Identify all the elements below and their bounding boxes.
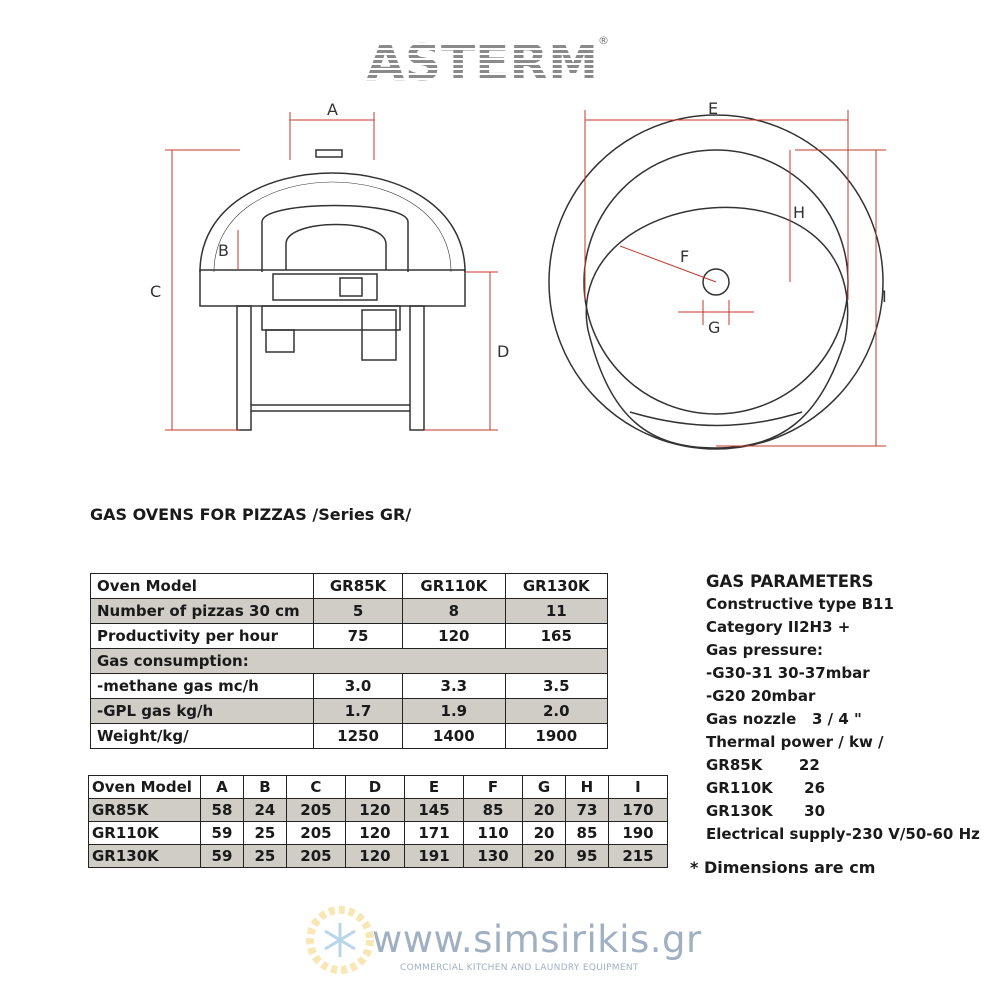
svg-text:®: ® xyxy=(598,34,609,47)
table-row xyxy=(89,845,668,868)
row-label: Number of pizzas 30 cm xyxy=(91,599,314,624)
table-row xyxy=(91,699,608,724)
table-cell: 1250 xyxy=(314,724,403,749)
row-label: -methane gas mc/h xyxy=(91,674,314,699)
table-cell: 85 xyxy=(565,822,608,845)
gas-parameter-line: -G20 20mbar xyxy=(706,687,816,705)
header-cell: I xyxy=(608,776,667,799)
gas-parameter-line: Gas pressure: xyxy=(706,641,823,659)
table-cell: 120 xyxy=(403,624,505,649)
label-d: D xyxy=(497,342,510,361)
table-row xyxy=(89,799,668,822)
oven-technical-drawing xyxy=(0,90,1000,490)
table-row xyxy=(91,724,608,749)
table-cell: GR85K xyxy=(89,799,201,822)
table-cell: 171 xyxy=(404,822,463,845)
label-i: I xyxy=(882,287,887,306)
table-cell: GR130K xyxy=(89,845,201,868)
table-cell: 59 xyxy=(201,845,244,868)
table-row xyxy=(91,624,608,649)
table-cell: 58 xyxy=(201,799,244,822)
table-cell: 20 xyxy=(523,799,566,822)
table-cell: 8 xyxy=(403,599,505,624)
header-cell: A xyxy=(201,776,244,799)
label-a: A xyxy=(327,100,338,119)
header-cell: G xyxy=(523,776,566,799)
gas-parameter-line: -G30-31 30-37mbar xyxy=(706,664,870,682)
table-row xyxy=(91,599,608,624)
table-cell: 25 xyxy=(243,845,286,868)
gas-parameter-line: Electrical supply-230 V/50-60 Hz xyxy=(706,825,980,843)
table-cell: 110 xyxy=(464,822,523,845)
header-cell: H xyxy=(565,776,608,799)
table-header-row xyxy=(91,574,608,599)
header-cell: Oven Model xyxy=(91,574,314,599)
table-cell: 5 xyxy=(314,599,403,624)
table-cell: 165 xyxy=(505,624,607,649)
table-cell: 95 xyxy=(565,845,608,868)
table-cell: 2.0 xyxy=(505,699,607,724)
header-cell: E xyxy=(404,776,463,799)
header-cell: GR110K xyxy=(403,574,505,599)
snowflake-icon xyxy=(325,923,355,957)
table-cell: 59 xyxy=(201,822,244,845)
table-cell: 1900 xyxy=(505,724,607,749)
dimensions-note: * Dimensions are cm xyxy=(690,858,876,877)
gas-parameter-line: Category II2H3 + xyxy=(706,618,851,636)
gas-parameter-line: GR85K 22 xyxy=(706,756,820,774)
table-cell: 215 xyxy=(608,845,667,868)
asterm-logo xyxy=(362,30,612,90)
table-row xyxy=(91,674,608,699)
table-cell: 85 xyxy=(464,799,523,822)
gas-parameters xyxy=(706,570,980,846)
label-e: E xyxy=(708,99,719,118)
row-label: -GPL gas kg/h xyxy=(91,699,314,724)
label-f: F xyxy=(680,247,690,266)
series-title: GAS OVENS FOR PIZZAS /Series GR/ xyxy=(90,505,412,524)
gas-parameter-line: Thermal power / kw / xyxy=(706,733,884,751)
watermark-tagline: COMMERCIAL KITCHEN AND LAUNDRY EQUIPMENT xyxy=(400,963,639,973)
table-cell: 205 xyxy=(286,845,345,868)
table-row xyxy=(91,649,608,674)
table-cell: 3.3 xyxy=(403,674,505,699)
table-cell: 3.5 xyxy=(505,674,607,699)
gas-parameter-line: GR110K 26 xyxy=(706,779,826,797)
table-cell: GR110K xyxy=(89,822,201,845)
table-cell: 25 xyxy=(243,822,286,845)
table-row xyxy=(89,822,668,845)
label-b: B xyxy=(218,241,229,260)
svg-text:ASTERM: ASTERM xyxy=(366,34,598,90)
table-cell: 75 xyxy=(314,624,403,649)
table-cell: 73 xyxy=(565,799,608,822)
header-cell: GR130K xyxy=(505,574,607,599)
table-cell: 20 xyxy=(523,845,566,868)
table-cell: 11 xyxy=(505,599,607,624)
table-cell: 3.0 xyxy=(314,674,403,699)
table-header-row xyxy=(89,776,668,799)
table-cell: 205 xyxy=(286,822,345,845)
label-g: G xyxy=(708,318,721,337)
table-cell: 1400 xyxy=(403,724,505,749)
table-cell: 1.9 xyxy=(403,699,505,724)
table-cell: 190 xyxy=(608,822,667,845)
table-cell: 130 xyxy=(464,845,523,868)
row-label: Productivity per hour xyxy=(91,624,314,649)
gas-parameter-line: Constructive type B11 xyxy=(706,595,894,613)
table-cell: 120 xyxy=(345,822,404,845)
header-cell: Oven Model xyxy=(89,776,201,799)
table-cell: 145 xyxy=(404,799,463,822)
table-cell: 24 xyxy=(243,799,286,822)
dimension-table xyxy=(88,775,668,868)
gas-parameters-title: GAS PARAMETERS xyxy=(706,572,874,591)
header-cell: GR85K xyxy=(314,574,403,599)
header-cell: B xyxy=(243,776,286,799)
header-cell: C xyxy=(286,776,345,799)
row-label: Weight/kg/ xyxy=(91,724,314,749)
model-spec-table xyxy=(90,573,608,749)
table-cell: 205 xyxy=(286,799,345,822)
label-c: C xyxy=(150,282,162,301)
row-label: Gas consumption: xyxy=(91,649,608,674)
table-cell: 120 xyxy=(345,799,404,822)
gas-parameter-line: GR130K 30 xyxy=(706,802,826,820)
header-cell: F xyxy=(464,776,523,799)
header-cell: D xyxy=(345,776,404,799)
table-cell: 170 xyxy=(608,799,667,822)
table-cell: 1.7 xyxy=(314,699,403,724)
table-cell: 20 xyxy=(523,822,566,845)
watermark-url: www.simsirikis.gr xyxy=(372,918,702,961)
table-cell: 120 xyxy=(345,845,404,868)
label-h: H xyxy=(793,203,806,222)
gas-parameter-line: Gas nozzle 3 / 4 " xyxy=(706,710,862,728)
table-cell: 191 xyxy=(404,845,463,868)
